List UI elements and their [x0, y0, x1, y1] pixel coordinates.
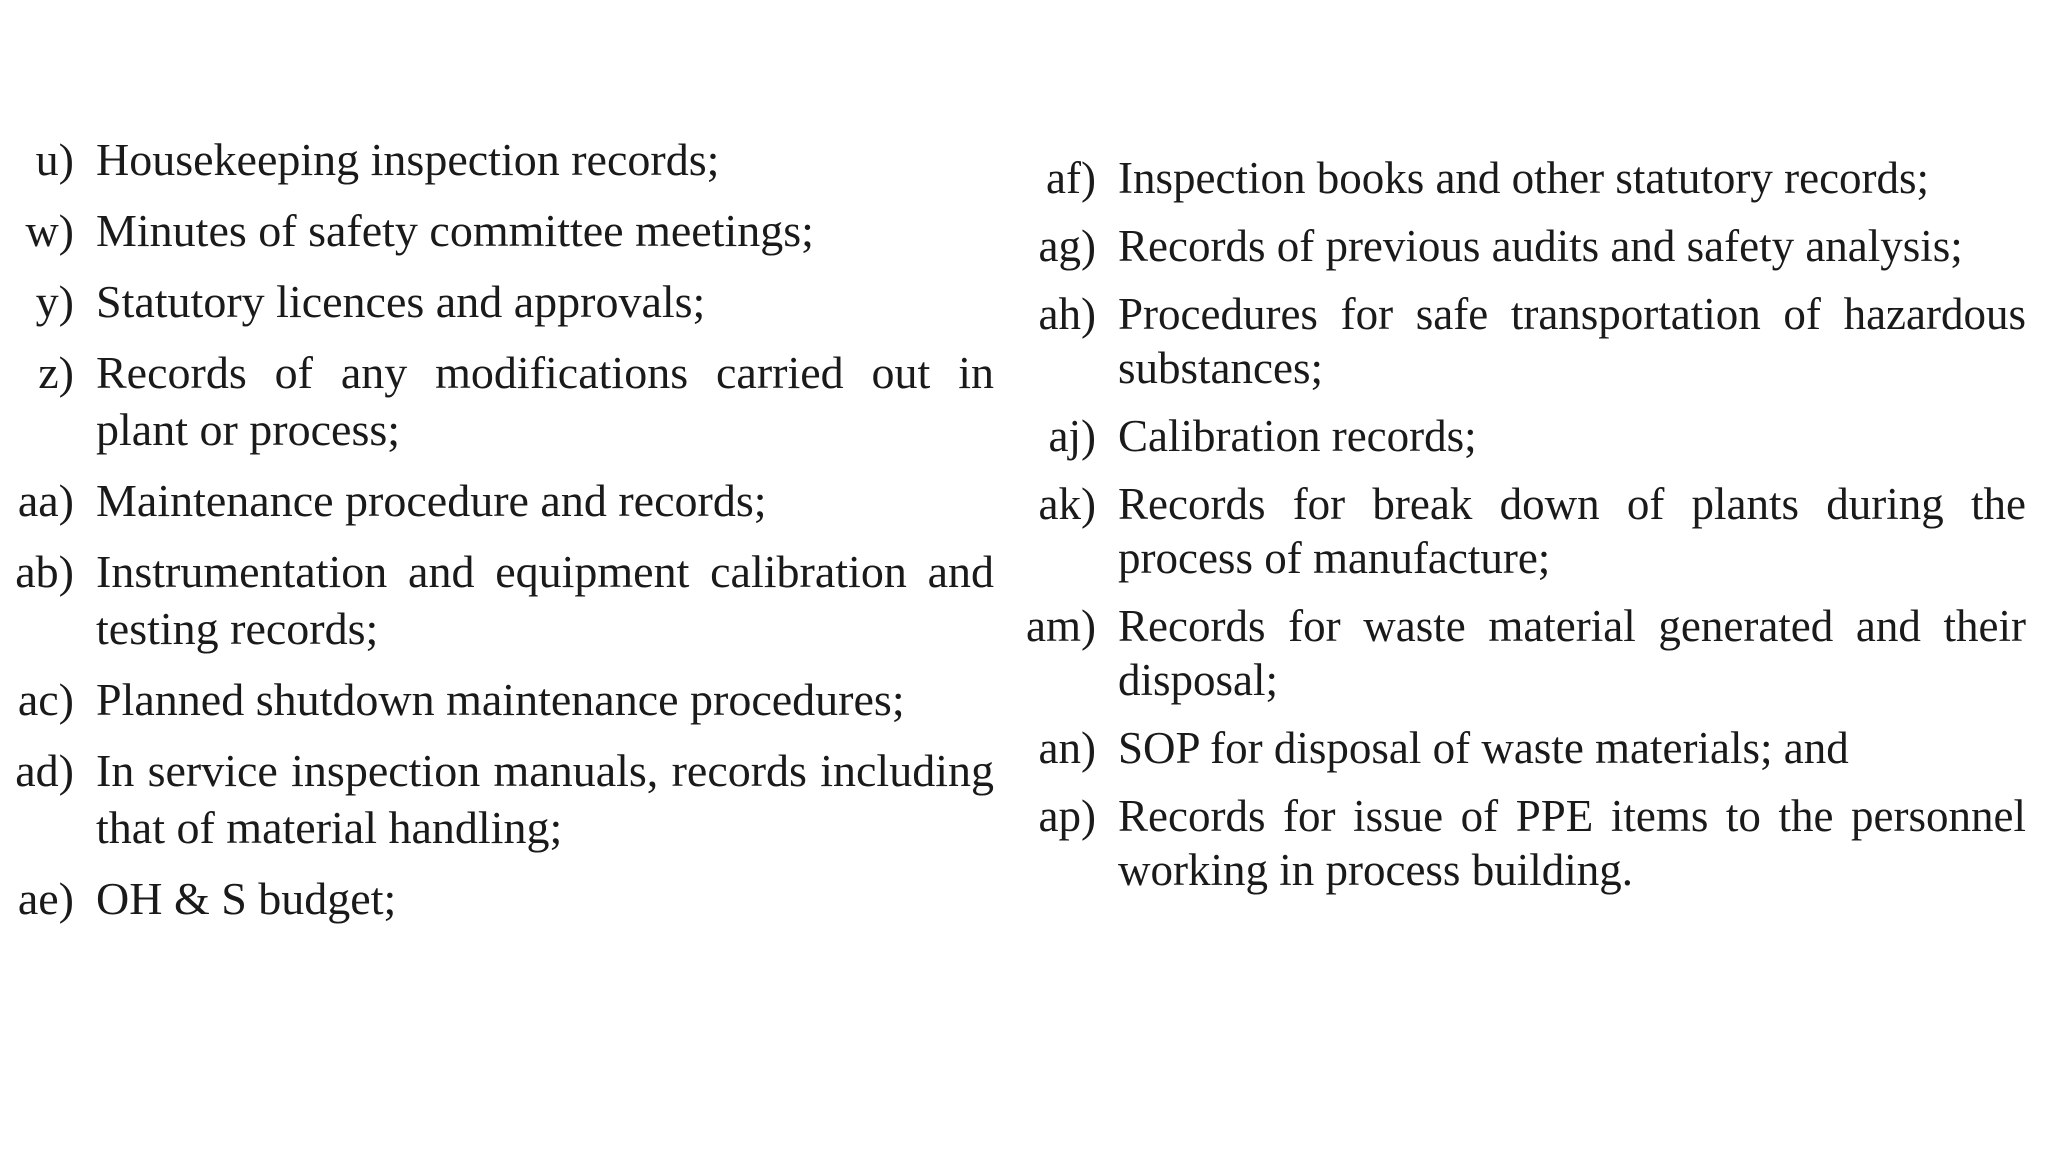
item-marker: w)	[25, 205, 74, 256]
list-item	[0, 131, 994, 188]
list-item	[1022, 599, 2026, 707]
item-marker: ah)	[1038, 289, 1096, 339]
item-marker: u)	[35, 134, 74, 185]
item-text: Records of any modifications carried out in plant or process;	[96, 347, 994, 455]
list-item	[1022, 789, 2026, 897]
item-marker: ap)	[1038, 791, 1096, 841]
item-marker: ag)	[1038, 221, 1096, 271]
item-text: Records for waste material generated and their disposal;	[1118, 601, 2026, 705]
item-text: Inspection books and other statutory records;	[1118, 153, 1930, 203]
item-text: In service inspection manuals, records including that of material handling;	[96, 745, 994, 853]
item-marker: am)	[1026, 601, 1096, 651]
item-text: SOP for disposal of waste materials; and	[1118, 723, 1849, 773]
list-item	[1022, 477, 2026, 585]
list-item	[0, 870, 994, 927]
item-text: Statutory licences and approvals;	[96, 276, 706, 327]
list-item	[1022, 219, 2026, 273]
list-item	[1022, 409, 2026, 463]
item-marker: aa)	[17, 475, 74, 526]
list-item	[0, 472, 994, 529]
item-marker: aj)	[1048, 411, 1096, 461]
list-item	[0, 742, 994, 856]
list-item	[0, 543, 994, 657]
item-text: Maintenance procedure and records;	[96, 475, 767, 526]
left-list	[0, 131, 994, 941]
list-item	[1022, 287, 2026, 395]
list-item	[1022, 721, 2026, 775]
item-marker: ak)	[1038, 479, 1096, 529]
list-item	[0, 671, 994, 728]
item-marker: ad)	[15, 745, 74, 796]
item-marker: y)	[35, 276, 74, 327]
item-text: Minutes of safety committee meetings;	[96, 205, 814, 256]
item-text: OH & S budget;	[96, 873, 397, 924]
item-text: Records for issue of PPE items to the personnel working in process building.	[1118, 791, 2026, 895]
list-item	[0, 344, 994, 458]
item-text: Procedures for safe transportation of hazardous substances;	[1118, 289, 2026, 393]
item-text: Housekeeping inspection records;	[96, 134, 720, 185]
item-text: Planned shutdown maintenance procedures;	[96, 674, 905, 725]
item-text: Records of previous audits and safety analysis;	[1118, 221, 1963, 271]
item-marker: ac)	[17, 674, 74, 725]
list-item	[1022, 151, 2026, 205]
item-marker: af)	[1046, 153, 1096, 203]
item-marker: z)	[38, 347, 74, 398]
item-text: Records for break down of plants during the process of manufacture;	[1118, 479, 2026, 583]
item-text: Instrumentation and equipment calibration and testing records;	[96, 546, 994, 654]
right-list	[1022, 151, 2026, 911]
item-marker: ae)	[17, 873, 74, 924]
item-text: Calibration records;	[1118, 411, 1477, 461]
item-marker: an)	[1038, 723, 1096, 773]
list-item	[0, 273, 994, 330]
item-marker: ab)	[15, 546, 74, 597]
list-item	[0, 202, 994, 259]
